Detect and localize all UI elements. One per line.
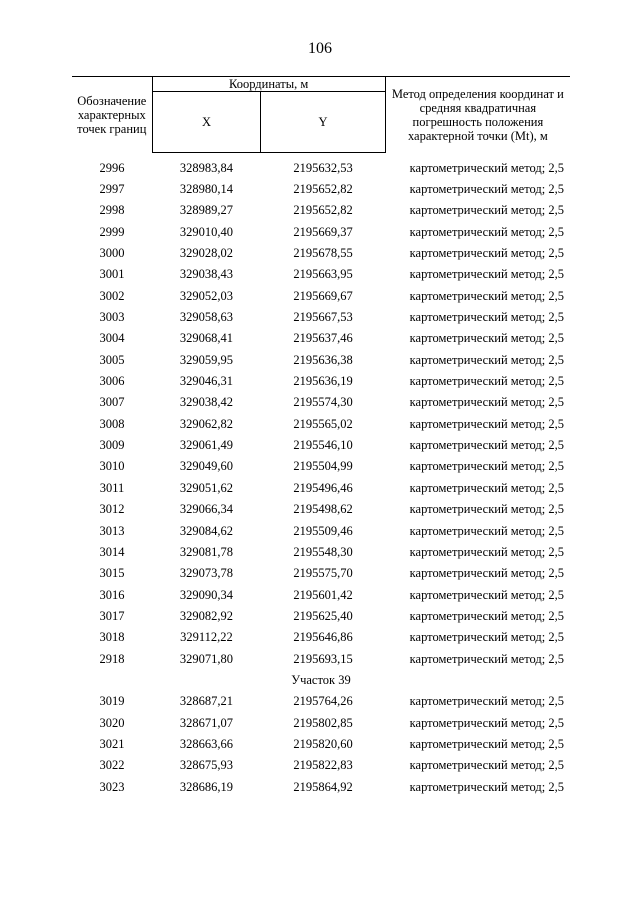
- method-cell: картометрический метод; 2,5: [409, 630, 564, 645]
- point-cell: 3006: [99, 374, 125, 389]
- x-cell: 329084,62: [179, 523, 234, 538]
- x-cell: 328989,27: [179, 203, 234, 218]
- x-cell: 329051,62: [179, 480, 234, 495]
- point-cell: 2998: [99, 203, 125, 218]
- section-row-group: [72, 669, 570, 690]
- table-body-a: [72, 153, 570, 670]
- x-cell: 329073,78: [179, 566, 234, 581]
- method-cell: картометрический метод; 2,5: [409, 288, 564, 303]
- table-row: [72, 755, 570, 776]
- point-cell: 3011: [99, 480, 125, 495]
- y-cell: 2195802,85: [293, 715, 353, 730]
- table-body-b: [72, 691, 570, 798]
- y-header: Y: [261, 92, 385, 153]
- point-cell: 2996: [99, 160, 125, 175]
- x-cell: 328980,14: [179, 182, 234, 197]
- y-cell: 2195820,60: [293, 736, 353, 751]
- x-cell: 329052,03: [179, 288, 234, 303]
- point-cell: 3014: [99, 544, 125, 559]
- table-row: [72, 584, 570, 605]
- y-cell: 2195636,38: [293, 352, 353, 367]
- x-cell: 329058,63: [179, 310, 234, 325]
- y-cell: 2195574,30: [293, 395, 353, 410]
- y-cell: 2195693,15: [293, 651, 353, 666]
- y-cell: 2195669,67: [293, 288, 353, 303]
- table-row: [72, 776, 570, 797]
- table-row: [72, 563, 570, 584]
- point-cell: 3004: [99, 331, 125, 346]
- method-cell: картометрический метод; 2,5: [409, 267, 564, 282]
- x-cell: 329071,80: [179, 651, 234, 666]
- table-row: [72, 712, 570, 733]
- y-cell: 2195504,99: [293, 459, 353, 474]
- point-cell: 3002: [99, 288, 125, 303]
- method-cell: картометрический метод; 2,5: [409, 608, 564, 623]
- point-cell: 3007: [99, 395, 125, 410]
- method-cell: картометрический метод; 2,5: [409, 459, 564, 474]
- point-cell: 3022: [99, 758, 125, 773]
- table-row: [72, 456, 570, 477]
- method-cell: картометрический метод; 2,5: [409, 587, 564, 602]
- point-cell: 2918: [99, 651, 125, 666]
- y-cell: 2195652,82: [293, 182, 353, 197]
- y-cell: 2195601,42: [293, 587, 353, 602]
- table-row: [72, 520, 570, 541]
- x-cell: 329046,31: [179, 374, 234, 389]
- x-cell: 329082,92: [179, 608, 234, 623]
- y-cell: 2195575,70: [293, 566, 353, 581]
- y-cell: 2195646,86: [293, 630, 353, 645]
- y-cell: 2195625,40: [293, 608, 353, 623]
- point-cell: 3020: [99, 715, 125, 730]
- table-row: [72, 477, 570, 498]
- point-cell: 3023: [99, 779, 125, 794]
- x-cell: 329038,42: [179, 395, 234, 410]
- x-cell: 328671,07: [179, 715, 234, 730]
- point-cell: 3008: [99, 416, 125, 431]
- method-cell: картометрический метод; 2,5: [409, 523, 564, 538]
- x-cell: 328675,93: [179, 758, 234, 773]
- point-cell: 3000: [99, 246, 125, 261]
- method-cell: картометрический метод; 2,5: [409, 416, 564, 431]
- point-cell: 3009: [99, 438, 125, 453]
- method-cell: картометрический метод; 2,5: [409, 566, 564, 581]
- y-cell: 2195678,55: [293, 246, 353, 261]
- point-cell: 3003: [99, 310, 125, 325]
- method-cell: картометрический метод; 2,5: [409, 438, 564, 453]
- y-cell: 2195663,95: [293, 267, 353, 282]
- x-cell: 329038,43: [179, 267, 234, 282]
- method-cell: картометрический метод; 2,5: [409, 736, 564, 751]
- table-row: [72, 200, 570, 221]
- x-cell: 329090,34: [179, 587, 234, 602]
- table-row: [72, 434, 570, 455]
- table-row: [72, 370, 570, 391]
- y-cell: 2195764,26: [293, 694, 353, 709]
- table-row: [72, 605, 570, 626]
- x-cell: 328686,19: [179, 779, 234, 794]
- page-number: 106: [308, 40, 332, 57]
- x-cell: 329066,34: [179, 502, 234, 517]
- y-cell: 2195509,46: [293, 523, 353, 538]
- y-cell: 2195822,83: [293, 758, 353, 773]
- method-cell: картометрический метод; 2,5: [409, 758, 564, 773]
- table-row: [72, 349, 570, 370]
- point-cell: 2997: [99, 182, 125, 197]
- x-cell: 329049,60: [179, 459, 234, 474]
- table-row: [72, 733, 570, 754]
- x-cell: 328983,84: [179, 160, 234, 175]
- y-cell: 2195548,30: [293, 544, 353, 559]
- point-cell: 3013: [99, 523, 125, 538]
- method-cell: картометрический метод; 2,5: [409, 246, 564, 261]
- coordinates-header: Координаты, м: [152, 77, 385, 92]
- y-cell: 2195864,92: [293, 779, 353, 794]
- point-cell: 3005: [99, 352, 125, 367]
- method-cell: картометрический метод; 2,5: [409, 331, 564, 346]
- method-cell: картометрический метод; 2,5: [409, 395, 564, 410]
- y-cell: 2195636,19: [293, 374, 353, 389]
- method-cell: картометрический метод; 2,5: [409, 352, 564, 367]
- table-row: [72, 392, 570, 413]
- x-cell: 329028,02: [179, 246, 234, 261]
- point-cell: 3012: [99, 502, 125, 517]
- table-row: [72, 328, 570, 349]
- table-row: [72, 157, 570, 178]
- x-cell: 328687,21: [179, 694, 234, 709]
- x-cell: 329062,82: [179, 416, 234, 431]
- x-header: X: [152, 92, 261, 153]
- point-cell: 3016: [99, 587, 125, 602]
- y-cell: 2195637,46: [293, 331, 353, 346]
- point-cell: 3017: [99, 608, 125, 623]
- x-cell: 329068,41: [179, 331, 234, 346]
- method-cell: картометрический метод; 2,5: [409, 779, 564, 794]
- table-row: [72, 264, 570, 285]
- x-cell: 329112,22: [180, 630, 233, 645]
- coordinates-table: [72, 76, 570, 797]
- method-cell: картометрический метод; 2,5: [409, 544, 564, 559]
- table-row: [72, 178, 570, 199]
- point-label-header: Обозначение характерных точек границ: [72, 77, 152, 153]
- table-row: [72, 627, 570, 648]
- y-cell: 2195496,46: [293, 480, 353, 495]
- table-row: [72, 691, 570, 712]
- method-cell: картометрический метод; 2,5: [409, 480, 564, 495]
- x-cell: 328663,66: [179, 736, 234, 751]
- method-cell: картометрический метод; 2,5: [409, 694, 564, 709]
- x-cell: 329010,40: [179, 224, 234, 239]
- point-cell: 3010: [99, 459, 125, 474]
- method-cell: картометрический метод; 2,5: [409, 374, 564, 389]
- point-cell: 2999: [99, 224, 125, 239]
- y-cell: 2195632,53: [293, 160, 353, 175]
- y-cell: 2195565,02: [293, 416, 353, 431]
- section-row: [72, 669, 570, 690]
- point-cell: 3021: [99, 736, 125, 751]
- method-cell: картометрический метод; 2,5: [409, 502, 564, 517]
- method-cell: картометрический метод; 2,5: [409, 203, 564, 218]
- y-cell: 2195546,10: [293, 438, 353, 453]
- table-row: [72, 541, 570, 562]
- table-row: [72, 648, 570, 669]
- method-header: Метод определения координат и средняя квадратичная погрешность положения характерной точки (Mt), м: [385, 77, 570, 153]
- y-cell: 2195669,37: [293, 224, 353, 239]
- table-header: [72, 77, 570, 153]
- table-row: [72, 285, 570, 306]
- x-cell: 329061,49: [179, 438, 234, 453]
- y-cell: 2195498,62: [293, 502, 353, 517]
- table-row: [72, 499, 570, 520]
- point-cell: 3001: [99, 267, 125, 282]
- point-cell: 3015: [99, 566, 125, 581]
- table-row: [72, 413, 570, 434]
- y-cell: 2195652,82: [293, 203, 353, 218]
- method-cell: картометрический метод; 2,5: [409, 651, 564, 666]
- table-row: [72, 306, 570, 327]
- method-cell: картометрический метод; 2,5: [409, 715, 564, 730]
- x-cell: 329059,95: [179, 352, 234, 367]
- section-label: Участок 39: [291, 672, 351, 687]
- point-cell: 3019: [99, 694, 125, 709]
- method-cell: картометрический метод; 2,5: [409, 310, 564, 325]
- method-cell: картометрический метод; 2,5: [409, 182, 564, 197]
- x-cell: 329081,78: [179, 544, 234, 559]
- method-cell: картометрический метод; 2,5: [409, 160, 564, 175]
- y-cell: 2195667,53: [293, 310, 353, 325]
- method-cell: картометрический метод; 2,5: [409, 224, 564, 239]
- table-row: [72, 242, 570, 263]
- table-row: [72, 221, 570, 242]
- point-cell: 3018: [99, 630, 125, 645]
